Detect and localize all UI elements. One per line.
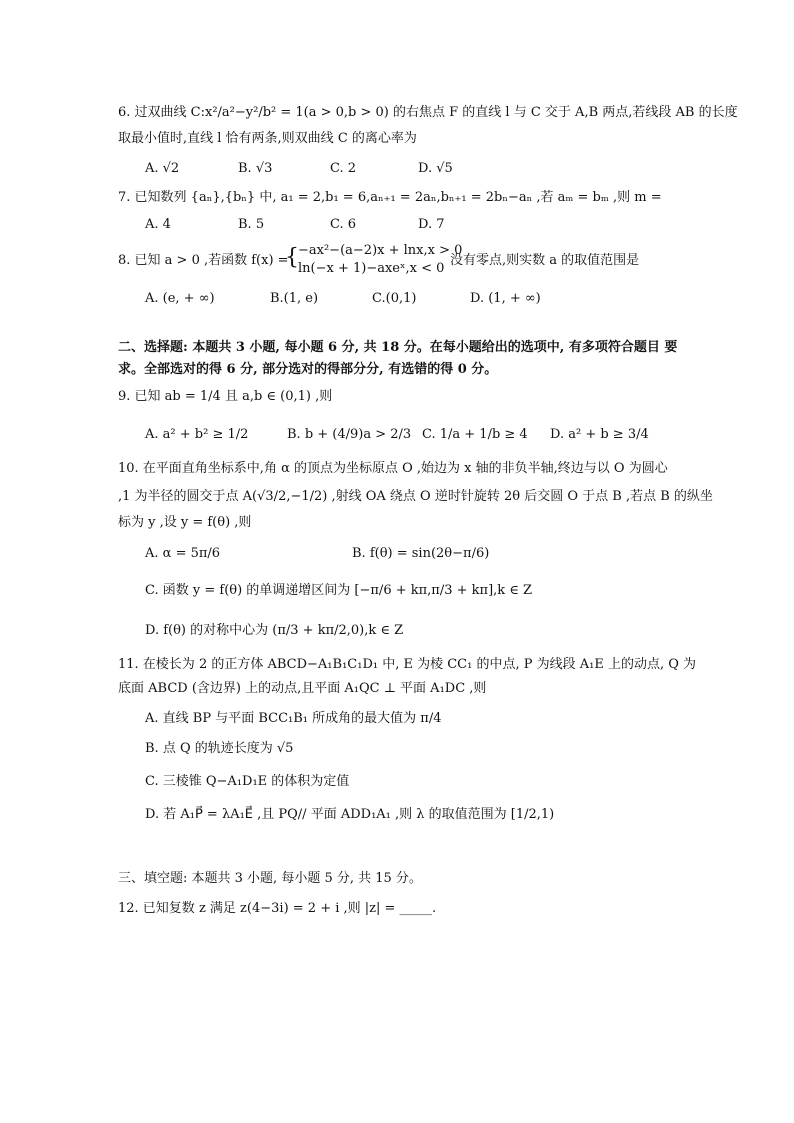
q8-option-c: C.(0,1): [372, 291, 417, 306]
q11-stem-line1: 11. 在棱长为 2 的正方体 ABCD−A₁B₁C₁D₁ 中, E 为棱 CC₁ 的中点, P 为线段 A₁E 上的动点, Q 为: [118, 657, 697, 672]
q9-option-a: A. a² + b² ≥ 1/2: [145, 427, 249, 442]
q9-option-b: B. b + (4/9)a > 2/3: [287, 427, 412, 442]
q9-option-d: D. a² + b ≥ 3/4: [550, 427, 649, 442]
q10-stem-line1: 10. 在平面直角坐标系中,角 α 的顶点为坐标原点 O ,始边为 x 轴的非负半轴,终边与以 O 为圆心: [118, 461, 668, 476]
q12-stem: 12. 已知复数 z 满足 z(4−3i) = 2 + i ,则 |z| = _____.: [118, 901, 437, 916]
q9-stem: 9. 已知 ab = 1/4 且 a,b ∈ (0,1) ,则: [118, 389, 333, 404]
q10-stem-line3: 标为 y ,设 y = f(θ) ,则: [118, 515, 252, 530]
q8-brace: {: [285, 245, 299, 270]
q11-option-b: B. 点 Q 的轨迹长度为 √5: [145, 741, 294, 756]
q11-stem-line2: 底面 ABCD (含边界) 上的动点,且平面 A₁QC ⊥ 平面 A₁DC ,则: [118, 681, 487, 696]
q7-stem: 7. 已知数列 {aₙ},{bₙ} 中, a₁ = 2,b₁ = 6,aₙ₊₁ = 2aₙ,bₙ₊₁ = 2bₙ−aₙ ,若 aₘ = bₘ ,则 m =: [118, 190, 662, 205]
q10-option-a: A. α = 5π/6: [145, 546, 221, 561]
q11-option-a: A. 直线 BP 与平面 BCC₁B₁ 所成角的最大值为 π/4: [145, 711, 442, 726]
q6-stem-line1: 6. 过双曲线 C:x²/a²−y²/b² = 1(a > 0,b > 0) 的右焦点 F 的直线 l 与 C 交于 A,B 两点,若线段 AB 的长度: [118, 105, 738, 120]
q8-option-b: B.(1, e): [270, 291, 319, 306]
q8-stem-suffix: 没有零点,则实数 a 的取值范围是: [450, 253, 640, 268]
q10-option-b: B. f(θ) = sin(2θ−π/6): [352, 546, 490, 561]
q7-option-a: A. 4: [145, 217, 171, 232]
q8-case-1: −ax²−(a−2)x + lnx,x > 0: [298, 243, 463, 258]
q7-option-b: B. 5: [238, 217, 265, 232]
section2-header: 二、选择题: 本题共 3 小题, 每小题 6 分, 共 18 分。在每小题给出的选项中, 有多项符合题目 要求。全部选对的得 6 分, 部分选对的得部分分, 有选错的得 0 分。: [118, 340, 678, 377]
q8-option-d: D. (1, + ∞): [470, 291, 541, 306]
q8-case-2: ln(−x + 1)−axeˣ,x < 0: [298, 261, 445, 276]
q10-option-c: C. 函数 y = f(θ) 的单调递增区间为 [−π/6 + kπ,π/3 + kπ],k ∈ Z: [145, 583, 533, 598]
q9-option-c: C. 1/a + 1/b ≥ 4: [422, 427, 528, 442]
q7-option-c: C. 6: [330, 217, 357, 232]
q7-option-d: D. 7: [418, 217, 445, 232]
section3-header: 三、填空题: 本题共 3 小题, 每小题 5 分, 共 15 分。: [118, 871, 422, 886]
q6-stem-line2: 取最小值时,直线 l 恰有两条,则双曲线 C 的离心率为: [118, 131, 417, 146]
q11-option-d: D. 若 A₁P⃗ = λA₁E⃗ ,且 PQ// 平面 ADD₁A₁ ,则 λ 的取值范围为 [1/2,1): [145, 807, 555, 822]
q8-option-a: A. (e, + ∞): [145, 291, 215, 306]
q10-option-d: D. f(θ) 的对称中心为 (π/3 + kπ/2,0),k ∈ Z: [145, 623, 404, 638]
q6-option-d: D. √5: [418, 161, 453, 176]
q10-stem-line2: ,1 为半径的圆交于点 A(√3/2,−1/2) ,射线 OA 绕点 O 逆时针旋转 2θ 后交圆 O 于点 B ,若点 B 的纵坐: [118, 489, 713, 504]
q6-option-c: C. 2: [330, 161, 357, 176]
q6-option-a: A. √2: [145, 161, 180, 176]
q11-option-c: C. 三棱锥 Q−A₁D₁E 的体积为定值: [145, 774, 350, 789]
q8-stem-prefix: 8. 已知 a > 0 ,若函数 f(x) =: [118, 253, 289, 268]
q6-option-b: B. √3: [238, 161, 273, 176]
